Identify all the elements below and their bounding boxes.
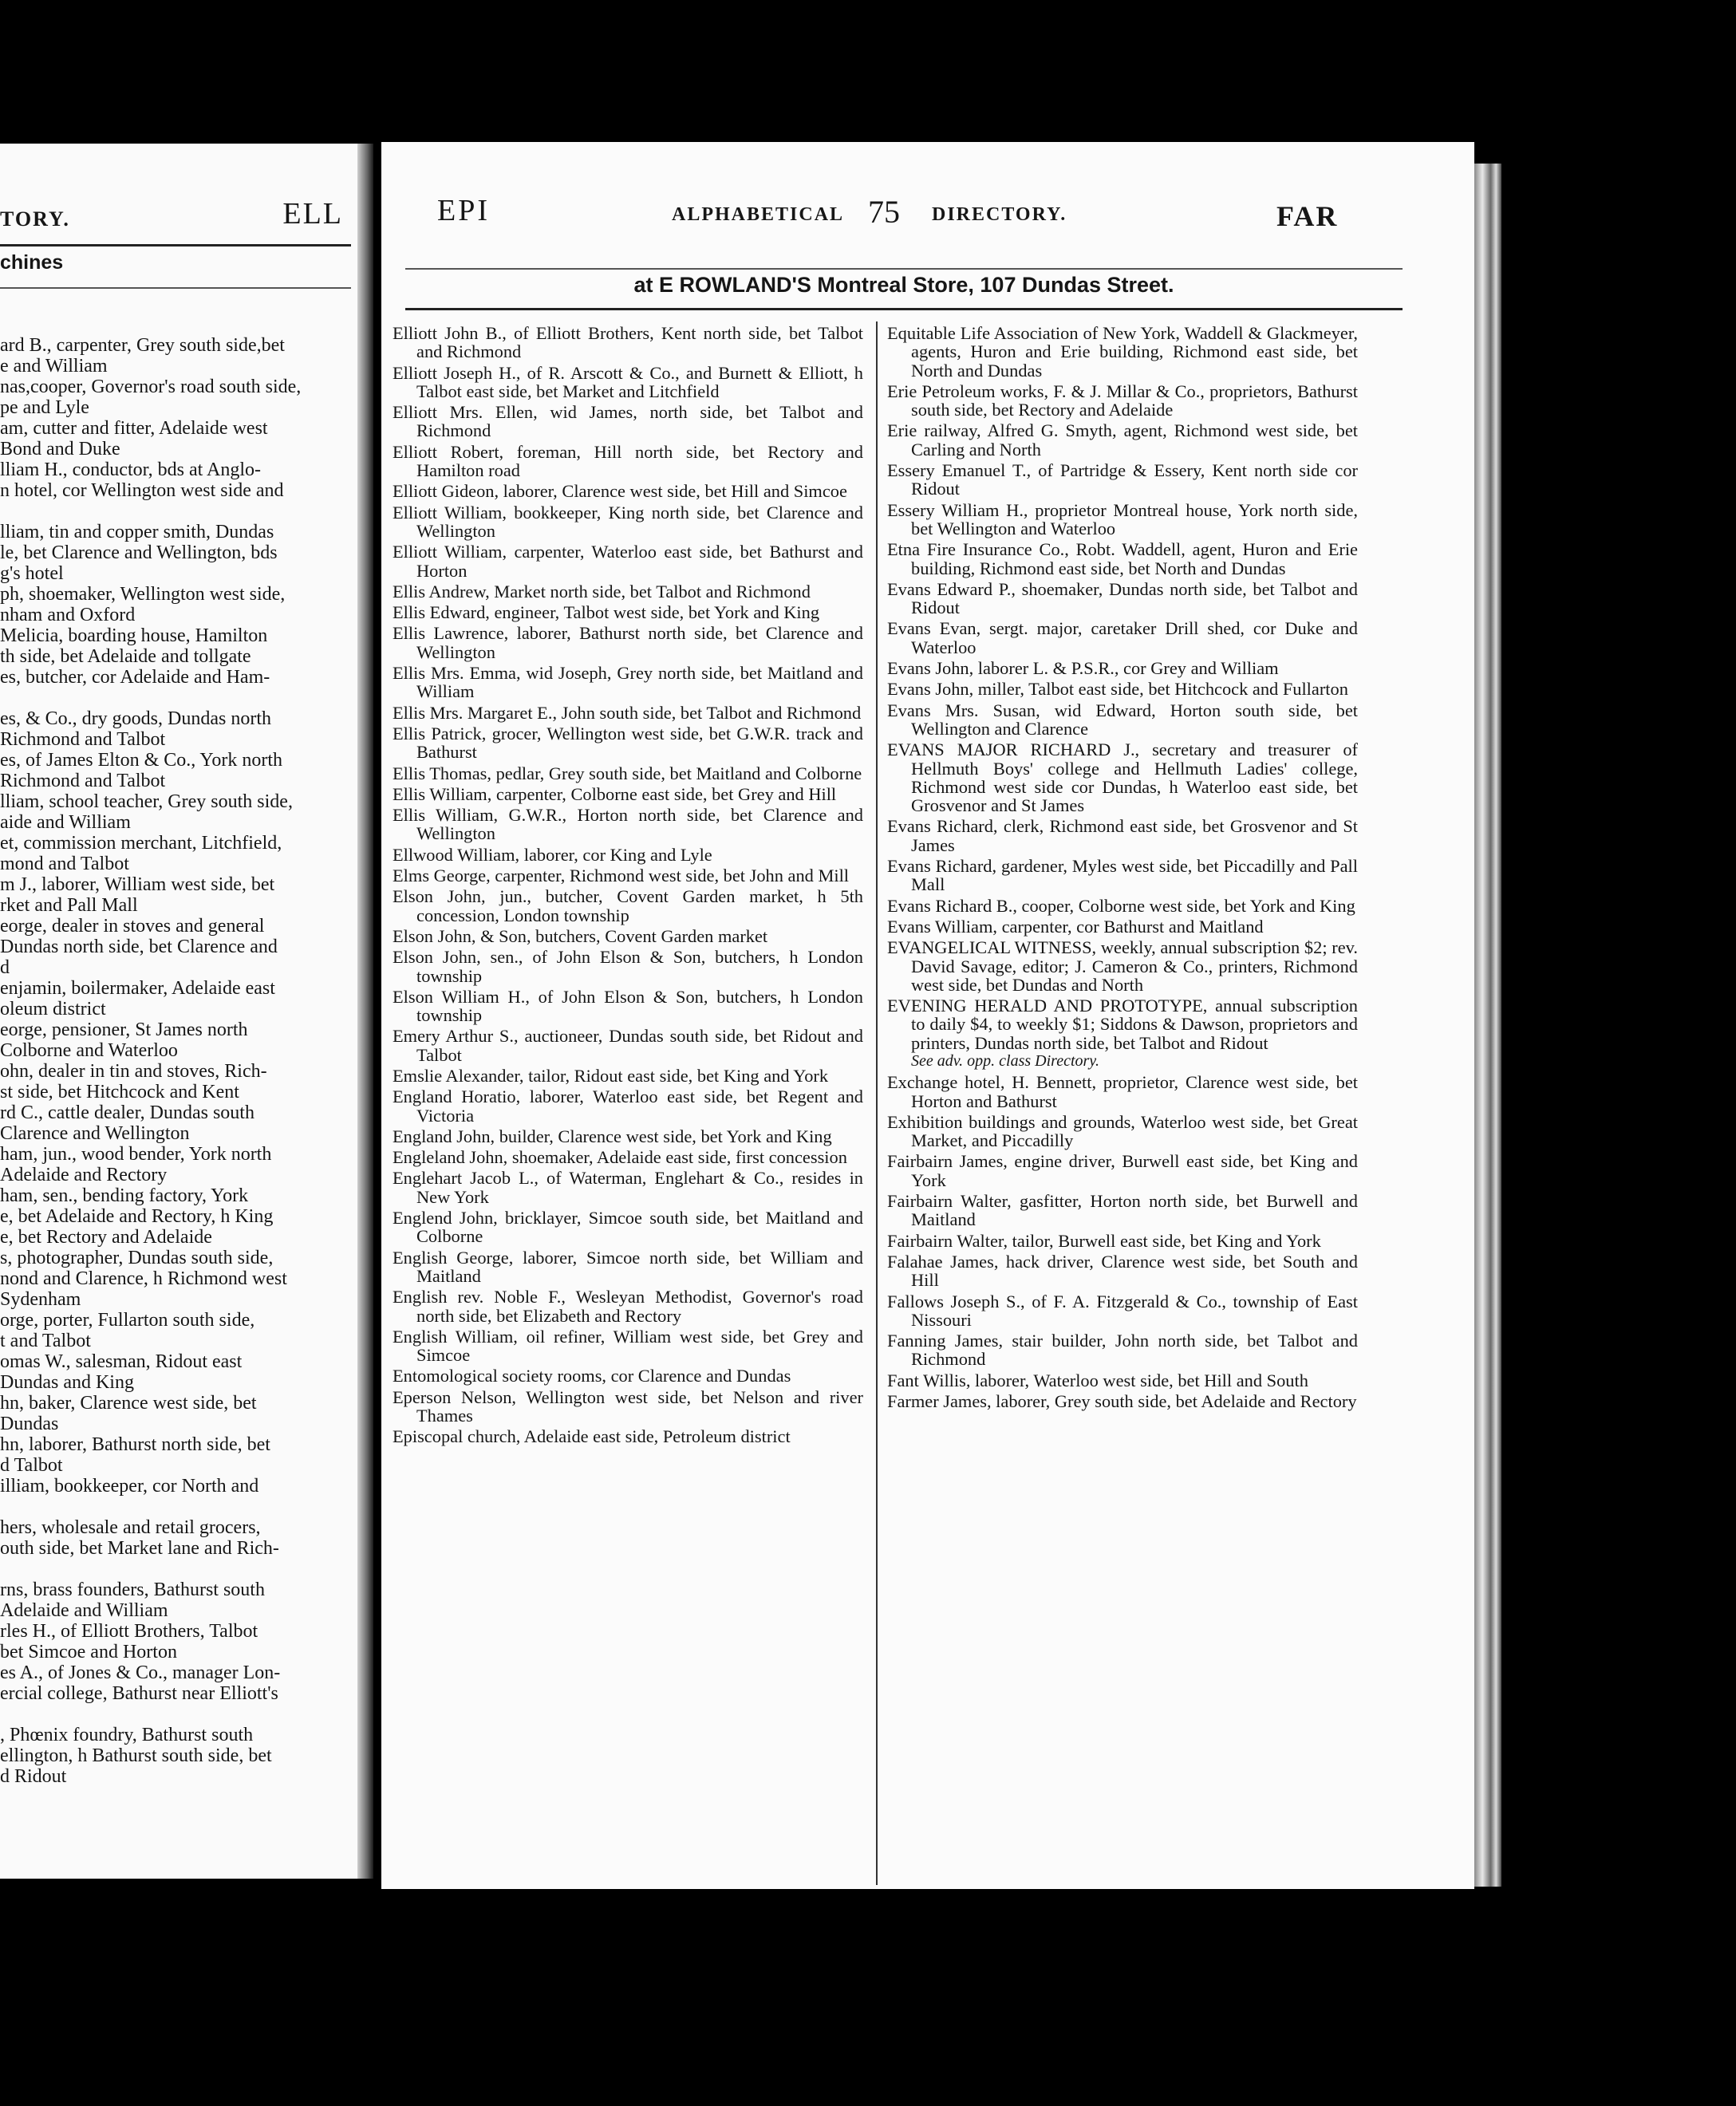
directory-entry: Emslie Alexander, tailor, Ridout east side, bet King and York xyxy=(393,1065,829,1086)
left-page-line: Dundas north side, bet Clarence and xyxy=(0,937,278,957)
directory-entry: English rev. Noble F., Wesleyan Methodist, Governor's road north side, bet Elizabeth and Rectory xyxy=(393,1287,863,1326)
directory-entry-text: Farmer James, laborer, Grey south side, bet Adelaide and Rectory xyxy=(887,1391,1357,1412)
directory-column-1 xyxy=(393,324,863,1449)
left-page-line: Dundas xyxy=(0,1414,59,1434)
left-page-line: Adelaide and Rectory xyxy=(0,1165,168,1185)
left-page-line: hn, laborer, Bathurst north side, bet xyxy=(0,1434,270,1455)
left-page-line: es, butcher, cor Adelaide and Ham- xyxy=(0,667,270,688)
directory-entry xyxy=(887,1292,1358,1330)
left-page-line: omas W., salesman, Ridout east xyxy=(0,1351,243,1372)
directory-entry xyxy=(887,501,1358,538)
left-page-line: ph, shoemaker, Wellington west side, xyxy=(0,584,286,605)
header-title-left: ALPHABETICAL xyxy=(672,204,845,225)
directory-entry xyxy=(887,659,1358,677)
directory-entry: Elliott William, bookkeeper, King north side, bet Clarence and Wellington xyxy=(393,502,863,541)
directory-entry xyxy=(887,1073,1358,1110)
directory-entry: Elson William H., of John Elson & Son, butchers, h London township xyxy=(393,986,863,1026)
left-page-line: t and Talbot xyxy=(0,1331,91,1351)
directory-entry-text: Fairbairn James, engine driver, Burwell east side, bet King and York xyxy=(887,1151,1358,1190)
directory-entry-text: Evans Evan, sergt. major, caretaker Drill shed, cor Duke and Waterloo xyxy=(887,618,1358,657)
directory-entry: Elliott William, carpenter, Waterloo east side, bet Bathurst and Horton xyxy=(393,542,863,581)
left-page-line: nond and Clarence, h Richmond west xyxy=(0,1268,287,1289)
directory-entry: Englend John, bricklayer, Simcoe south side, bet Maitland and Colborne xyxy=(393,1208,863,1247)
directory-entry: Ellis William, carpenter, Colborne east side, bet Grey and Hill xyxy=(393,783,837,804)
directory-entry-text: Fallows Joseph S., of F. A. Fitzgerald & Co., township of East Nissouri xyxy=(887,1291,1358,1330)
directory-entry xyxy=(887,701,1358,739)
header-title-right: DIRECTORY. xyxy=(932,204,1067,225)
directory-entry: Eperson Nelson, Wellington west side, bet Nelson and river Thames xyxy=(393,1386,863,1426)
left-page-line: Richmond and Talbot xyxy=(0,771,166,791)
directory-entry: Ellis Mrs. Margaret E., John south side, bet Talbot and Richmond xyxy=(393,702,862,723)
directory-entry xyxy=(887,461,1358,499)
left-page-line: ohn, dealer in tin and stoves, Rich- xyxy=(0,1061,267,1082)
left-page-line: Sydenham xyxy=(0,1289,81,1310)
left-page-line: bet Simcoe and Horton xyxy=(0,1642,177,1662)
directory-entry: Ellis Andrew, Market north side, bet Talbot and Richmond xyxy=(393,581,811,601)
directory-entry xyxy=(887,1232,1358,1250)
left-page-line: aide and William xyxy=(0,812,131,833)
left-page-line xyxy=(0,688,351,708)
left-page-line: rket and Pall Mall xyxy=(0,895,138,916)
directory-entry: Ellis Patrick, grocer, Wellington west side, bet G.W.R. track and Bathurst xyxy=(393,723,863,763)
directory-entry xyxy=(887,996,1358,1071)
right-page xyxy=(381,142,1474,1889)
directory-entry-note: See adv. opp. class Directory. xyxy=(911,1051,1100,1070)
left-page-line: Clarence and Wellington xyxy=(0,1123,190,1144)
directory-entry-text: Exhibition buildings and grounds, Waterloo west side, bet Great Market, and Piccadilly xyxy=(887,1111,1358,1151)
left-page-line: e, bet Rectory and Adelaide xyxy=(0,1227,212,1248)
left-page xyxy=(0,144,357,1879)
left-page-line: ham, jun., wood bender, York north xyxy=(0,1144,272,1165)
directory-entry xyxy=(887,1252,1358,1290)
directory-entry xyxy=(887,540,1358,578)
left-page-line: lliam, tin and copper smith, Dundas xyxy=(0,522,274,542)
directory-entry xyxy=(887,897,1358,915)
directory-entry: Ellis Mrs. Emma, wid Joseph, Grey north side, bet Maitland and William xyxy=(393,663,863,702)
left-page-line xyxy=(0,1704,351,1725)
directory-entry xyxy=(887,421,1358,459)
left-page-line: m J., laborer, William west side, bet xyxy=(0,874,275,895)
left-subheading: chines xyxy=(0,251,64,274)
left-page-line: es, & Co., dry goods, Dundas north xyxy=(0,708,271,729)
left-page-line: , Phœnix foundry, Bathurst south xyxy=(0,1725,254,1745)
directory-entry-text: Fairbairn Walter, tailor, Burwell east side, bet King and York xyxy=(887,1230,1321,1251)
directory-entry-text: Evans Richard B., cooper, Colborne west side, bet York and King xyxy=(887,895,1355,916)
directory-entry-text: Fant Willis, laborer, Waterloo west side, bet Hill and South xyxy=(887,1370,1308,1390)
directory-entry xyxy=(887,1113,1358,1150)
left-page-line: th side, bet Adelaide and tollgate xyxy=(0,646,251,667)
left-page-line: Richmond and Talbot xyxy=(0,729,166,750)
left-page-line: d xyxy=(0,957,10,978)
directory-entry: Elson John, & Son, butchers, Covent Garden market xyxy=(393,925,768,946)
left-page-line: ercial college, Bathurst near Elliott's xyxy=(0,1683,278,1704)
left-page-line: orge, porter, Fullarton south side, xyxy=(0,1310,255,1331)
left-page-line: ham, sen., bending factory, York xyxy=(0,1185,249,1206)
left-page-line: st side, bet Hitchcock and Kent xyxy=(0,1082,239,1102)
directory-entry-text: Erie Petroleum works, F. & J. Millar & Co., proprietors, Bathurst south side, bet Rectory and Adelaide xyxy=(887,381,1358,420)
header-guide-left: EPI xyxy=(437,194,490,227)
directory-entry: Emery Arthur S., auctioneer, Dundas south side, bet Ridout and Talbot xyxy=(393,1026,863,1065)
directory-entry: Elliott Joseph H., of R. Arscott & Co., and Burnett & Elliott, h Talbot east side, bet Market and Litchfield xyxy=(393,362,863,401)
directory-entry-text: Evans John, laborer L. & P.S.R., cor Grey and William xyxy=(887,658,1279,679)
book-gutter xyxy=(357,144,373,1879)
left-page-line: Melicia, boarding house, Hamilton xyxy=(0,625,268,646)
directory-entry xyxy=(887,740,1358,814)
directory-entry-text: Fanning James, stair builder, John north side, bet Talbot and Richmond xyxy=(887,1331,1358,1370)
directory-entry: England John, builder, Clarence west side, bet York and King xyxy=(393,1126,832,1146)
directory-entry xyxy=(887,382,1358,420)
directory-entry xyxy=(887,1331,1358,1369)
left-page-line: s, photographer, Dundas south side, xyxy=(0,1248,274,1268)
directory-entry xyxy=(887,1371,1358,1390)
left-page-line: lliam H., conductor, bds at Anglo- xyxy=(0,459,261,480)
directory-entry xyxy=(887,619,1358,657)
left-page-line: eorge, pensioner, St James north xyxy=(0,1019,248,1040)
left-column xyxy=(0,335,351,1787)
directory-entry-text: Evans Richard, clerk, Richmond east side, bet Grosvenor and St James xyxy=(887,816,1358,855)
left-page-line: et, commission merchant, Litchfield, xyxy=(0,833,282,854)
directory-entry xyxy=(887,1192,1358,1229)
directory-entry: Elliott John B., of Elliott Brothers, Kent north side, bet Talbot and Richmond xyxy=(393,323,863,362)
directory-entry: English William, oil refiner, William west side, bet Grey and Simcoe xyxy=(393,1326,863,1366)
directory-entry-text: Evans Mrs. Susan, wid Edward, Horton south side, bet Wellington and Clarence xyxy=(887,700,1358,739)
directory-entry xyxy=(887,1152,1358,1189)
left-page-line xyxy=(0,1497,351,1517)
page-edges xyxy=(1474,164,1501,1887)
directory-entry: Ellis Lawrence, laborer, Bathurst north side, bet Clarence and Wellington xyxy=(393,623,863,662)
page-number: 75 xyxy=(868,194,900,230)
directory-entry: Entomological society rooms, cor Clarence and Dundas xyxy=(393,1366,791,1386)
left-page-line: illiam, bookkeeper, cor North and xyxy=(0,1476,259,1497)
directory-entry-text: Falahae James, hack driver, Clarence west side, bet South and Hill xyxy=(887,1251,1358,1291)
directory-entry-text: Essery Emanuel T., of Partridge & Essery, Kent north side cor Ridout xyxy=(887,460,1358,499)
directory-entry: Elliott Robert, foreman, Hill north side, bet Rectory and Hamilton road xyxy=(393,441,863,481)
left-page-line: outh side, bet Market lane and Rich- xyxy=(0,1538,279,1559)
directory-entry-text: Fairbairn Walter, gasfitter, Horton north side, bet Burwell and Maitland xyxy=(887,1191,1358,1230)
left-page-line: nham and Oxford xyxy=(0,605,136,625)
left-page-line: mond and Talbot xyxy=(0,854,129,874)
directory-entry xyxy=(887,680,1358,698)
left-page-line: nas,cooper, Governor's road south side, xyxy=(0,377,302,397)
left-page-line: le, bet Clarence and Wellington, bds xyxy=(0,542,278,563)
left-page-line: lliam, school teacher, Grey south side, xyxy=(0,791,293,812)
directory-entry-text: EVANGELICAL WITNESS, weekly, annual subscription $2; rev. David Savage, editor; J. Cameron & Co., printers, Richmond west side, bet Dundas and North xyxy=(887,937,1358,995)
left-header-left: TORY. xyxy=(0,207,70,231)
header-guide-right: FAR xyxy=(1276,200,1339,232)
left-page-line: hers, wholesale and retail grocers, xyxy=(0,1517,261,1538)
left-page-line: e, bet Adelaide and Rectory, h King xyxy=(0,1206,274,1227)
left-page-line: d Talbot xyxy=(0,1455,63,1476)
left-subheading-rule xyxy=(0,287,351,289)
directory-entry: Ellis William, G.W.R., Horton north side, bet Clarence and Wellington xyxy=(393,805,863,844)
directory-column-2 xyxy=(887,324,1358,1413)
left-page-line: Colborne and Waterloo xyxy=(0,1040,178,1061)
directory-entry xyxy=(887,817,1358,854)
directory-entry: Elson John, sen., of John Elson & Son, butchers, h London township xyxy=(393,947,863,986)
left-page-line: es, of James Elton & Co., York north xyxy=(0,750,282,771)
directory-entry: Elms George, carpenter, Richmond west side, bet John and Mill xyxy=(393,866,850,886)
directory-entry: Elliott Gideon, laborer, Clarence west side, bet Hill and Simcoe xyxy=(393,481,847,502)
directory-entry: English George, laborer, Simcoe north side, bet William and Maitland xyxy=(393,1247,863,1286)
left-page-line: es A., of Jones & Co., manager Lon- xyxy=(0,1662,281,1683)
left-page-line xyxy=(0,501,351,522)
directory-entry-text: Evans Richard, gardener, Myles west side, bet Piccadilly and Pall Mall xyxy=(887,856,1358,895)
left-page-line: ard B., carpenter, Grey south side,bet xyxy=(0,335,285,356)
left-header-rule xyxy=(0,244,351,246)
left-page-line: Dundas and King xyxy=(0,1372,134,1393)
directory-entry-text: Evans William, carpenter, cor Bathurst and Maitland xyxy=(887,916,1264,937)
directory-entry: Elson John, jun., butcher, Covent Garden market, h 5th concession, London township xyxy=(393,886,863,925)
directory-entry xyxy=(887,324,1358,380)
directory-entry-text: Evans Edward P., shoemaker, Dundas north side, bet Talbot and Ridout xyxy=(887,578,1358,618)
directory-entry-text: EVENING HERALD AND PROTOTYPE, annual subscription to daily $4, to weekly $1; Siddons & Dawson, proprietors and printers, Dundas north side, bet Talbot and Ridout xyxy=(887,996,1358,1053)
header-rule-bottom xyxy=(405,308,1403,310)
left-page-line: n hotel, cor Wellington west side and xyxy=(0,480,284,501)
directory-entry-text: Etna Fire Insurance Co., Robt. Waddell, agent, Huron and Erie building, Richmond east side, bet North and Dundas xyxy=(887,539,1358,578)
right-page-header xyxy=(381,193,1474,241)
directory-entry xyxy=(887,580,1358,617)
left-page-line: d Ridout xyxy=(0,1766,67,1787)
directory-entry: Ellis Edward, engineer, Talbot west side, bet York and King xyxy=(393,602,820,623)
directory-entry: Englehart Jacob L., of Waterman, Englehart & Co., resides in New York xyxy=(393,1168,863,1207)
advertisement-banner: at E ROWLAND'S Montreal Store, 107 Dundas Street. xyxy=(633,273,1174,297)
directory-entry: Engleland John, shoemaker, Adelaide east side, first concession xyxy=(393,1147,847,1168)
left-page-line: ellington, h Bathurst south side, bet xyxy=(0,1745,272,1766)
left-page-line: Bond and Duke xyxy=(0,439,120,459)
directory-entry xyxy=(887,938,1358,994)
directory-entry: Ellwood William, laborer, cor King and Lyle xyxy=(393,844,712,865)
directory-entry-text: Exchange hotel, H. Bennett, proprietor, Clarence west side, bet Horton and Bathurst xyxy=(887,1072,1358,1111)
left-page-line: rns, brass founders, Bathurst south xyxy=(0,1580,265,1600)
left-page-line: e and William xyxy=(0,356,108,377)
left-page-line: am, cutter and fitter, Adelaide west xyxy=(0,418,268,439)
left-page-line: Adelaide and William xyxy=(0,1600,168,1621)
directory-entry: Ellis Thomas, pedlar, Grey south side, bet Maitland and Colborne xyxy=(393,763,862,783)
directory-entry: Elliott Mrs. Ellen, wid James, north side, bet Talbot and Richmond xyxy=(393,402,863,441)
directory-entry: England Horatio, laborer, Waterloo east side, bet Regent and Victoria xyxy=(393,1087,863,1126)
left-page-line: pe and Lyle xyxy=(0,397,89,418)
column-divider xyxy=(876,321,878,1885)
directory-entry-text: Equitable Life Association of New York, Waddell & Glackmeyer, agents, Huron and Erie building, Richmond east side, bet North and Dundas xyxy=(887,323,1358,381)
left-page-line: enjamin, boilermaker, Adelaide east xyxy=(0,978,275,999)
left-page-line: eorge, dealer in stoves and general xyxy=(0,916,265,937)
directory-entry-text: Essery William H., proprietor Montreal house, York north side, bet Wellington and Waterloo xyxy=(887,499,1358,538)
directory-entry xyxy=(887,917,1358,936)
left-page-header xyxy=(0,196,343,238)
left-page-line: rd C., cattle dealer, Dundas south xyxy=(0,1102,254,1123)
header-rule-top xyxy=(405,268,1403,270)
directory-entry-text: Evans John, miller, Talbot east side, bet Hitchcock and Fullarton xyxy=(887,679,1348,700)
left-page-line: oleum district xyxy=(0,999,106,1019)
directory-entry: Episcopal church, Adelaide east side, Petroleum district xyxy=(393,1426,791,1447)
left-page-line xyxy=(0,1559,351,1580)
left-page-line: rles H., of Elliott Brothers, Talbot xyxy=(0,1621,258,1642)
left-page-line: g's hotel xyxy=(0,563,64,584)
directory-entry-text: Erie railway, Alfred G. Smyth, agent, Richmond west side, bet Carling and North xyxy=(887,420,1358,459)
directory-entry xyxy=(887,1392,1358,1410)
directory-entry xyxy=(887,857,1358,894)
left-page-line: hn, baker, Clarence west side, bet xyxy=(0,1393,257,1414)
left-header-right: ELL xyxy=(282,197,343,231)
directory-entry-text: EVANS MAJOR RICHARD J., secretary and treasurer of Hellmuth Boys' college and Hellmuth Ladies' college, Richmond west side cor Dundas, h Waterloo east side, bet Grosvenor and St James xyxy=(887,739,1358,816)
